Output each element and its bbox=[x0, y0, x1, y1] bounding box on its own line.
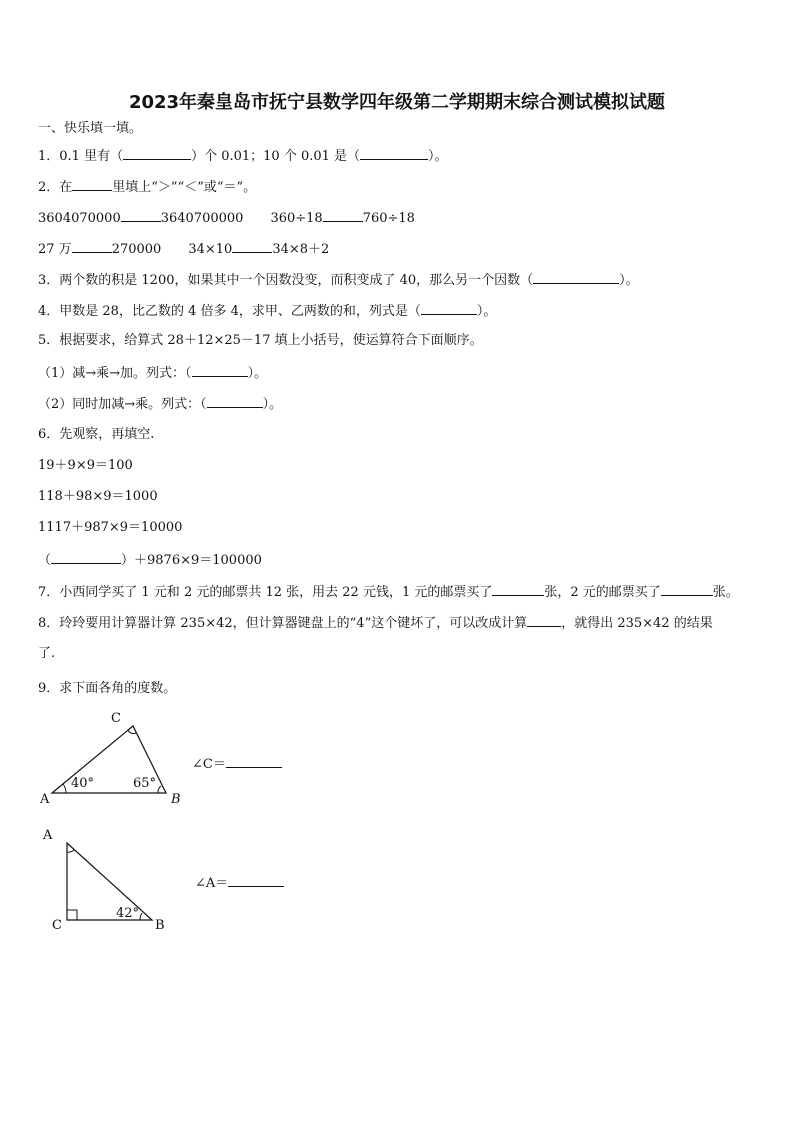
triangle-1-angle-b: 65° bbox=[133, 776, 157, 791]
triangle-1-angle-a: 40° bbox=[71, 776, 95, 791]
question-3: 3．两个数的积是 1200，如果其中一个因数没变，而积变成了 40，那么另一个因数（ ）。 bbox=[38, 273, 639, 288]
answer-blank[interactable] bbox=[226, 755, 282, 768]
question-2-row-1: 3604070000 3640700000 360÷18 760÷18 bbox=[38, 211, 415, 226]
question-2-row-2: 27 万 270000 34×10 34×8＋2 bbox=[38, 242, 330, 257]
question-6-row-2: 118＋98×9＝1000 bbox=[38, 489, 158, 504]
page-title: 2023年秦皇岛市抚宁县数学四年级第二学期期末综合测试模拟试题 bbox=[128, 92, 666, 113]
triangle-1-vertex-b: B bbox=[171, 792, 181, 807]
triangle-1-vertex-c: C bbox=[111, 711, 121, 726]
question-6: 6．先观察，再填空. bbox=[38, 427, 155, 442]
triangle-1-vertex-a: A bbox=[40, 792, 50, 807]
question-6-row-4: （ ）＋9876×9＝100000 bbox=[38, 553, 262, 568]
question-4: 4．甲数是 28，比乙数的 4 倍多 4，求甲、乙两数的和，列式是（ ）。 bbox=[38, 304, 497, 319]
question-7: 7．小西同学买了 1 元和 2 元的邮票共 12 张，用去 22 元钱，1 元的邮票买了 张，2 元的邮票买了 张。 bbox=[38, 585, 739, 600]
question-5-part-1: （1）减→乘→加。列式：（ ）。 bbox=[38, 366, 268, 381]
question-8-continued: 了. bbox=[38, 646, 56, 661]
question-9: 9．求下面各角的度数。 bbox=[38, 681, 177, 696]
triangle-2-vertex-b: B bbox=[155, 918, 165, 933]
question-8: 8．玲玲要用计算器计算 235×42，但计算器键盘上的“4”这个键坏了，可以改成计算 ，就得出 235×42 的结果 bbox=[38, 616, 713, 631]
triangle-2-vertex-a: A bbox=[43, 828, 53, 843]
question-5-part-2: （2）同时加减→乘。列式：（ ）。 bbox=[38, 397, 283, 412]
question-5: 5．根据要求，给算式 28＋12×25－17 填上小括号，使运算符合下面顺序。 bbox=[38, 333, 483, 348]
question-6-row-1: 19＋9×9＝100 bbox=[38, 458, 133, 473]
question-2: 2．在 里填上“＞”“＜”或“＝”。 bbox=[38, 180, 257, 195]
triangle-2-angle-b: 42° bbox=[116, 906, 140, 921]
triangle-2-answer: ∠A＝ bbox=[195, 874, 284, 892]
triangle-1-answer: ∠C＝ bbox=[192, 755, 282, 773]
triangle-2-vertex-c: C bbox=[52, 918, 62, 933]
answer-blank[interactable] bbox=[228, 874, 284, 887]
question-1: 1．0.1 里有（ ）个 0.01；10 个 0.01 是（ ）。 bbox=[38, 149, 448, 164]
section-heading: 一、快乐填一填。 bbox=[38, 121, 143, 136]
question-6-row-3: 1117＋987×9＝10000 bbox=[38, 520, 183, 535]
